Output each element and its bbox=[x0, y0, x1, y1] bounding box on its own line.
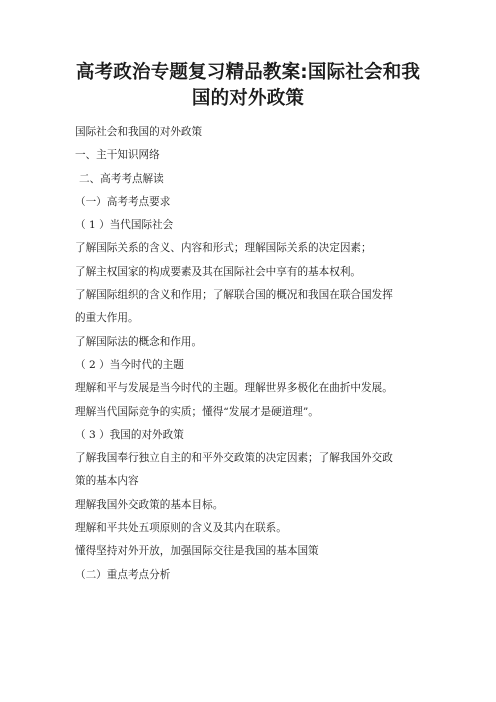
item-heading: （ 1 ）当代国际社会 bbox=[75, 219, 174, 232]
paragraph-line: 了解国际关系的含义、内容和形式；理解国际关系的决定因素； bbox=[75, 242, 372, 255]
paragraph-line: 理解和平与发展是当今时代的主题。理解世界多极化在曲折中发展。 bbox=[75, 382, 393, 395]
document-body bbox=[75, 121, 435, 587]
subsection-heading: （一）高考考点要求 bbox=[75, 195, 171, 208]
paragraph-line: 了解国际组织的含义和作用；了解联合国的概况和我国在联合国发挥 bbox=[75, 289, 393, 302]
paragraph-line: 了解我国奉行独立自主的和平外交政策的决定因素；了解我国外交政 bbox=[75, 452, 393, 465]
paragraph-line: 了解国际法的概念和作用。 bbox=[75, 335, 203, 348]
title-line-1: 高考政治专题复习精品教案:国际社会和我 bbox=[75, 62, 421, 83]
section-heading: 一、主干知识网络 bbox=[75, 149, 160, 162]
subsection-heading: （二）重点考点分析 bbox=[75, 568, 171, 581]
item-heading: （ 2 ）当今时代的主题 bbox=[75, 358, 184, 371]
item-heading: （ 3 ）我国的对外政策 bbox=[75, 428, 184, 441]
title-line-2: 国的对外政策 bbox=[191, 88, 305, 109]
subtitle-line: 国际社会和我国的对外政策 bbox=[75, 126, 203, 138]
section-heading: 二、高考考点解读 bbox=[79, 172, 164, 185]
paragraph-line: 策的基本内容 bbox=[75, 475, 139, 488]
paragraph-line: 理解我国外交政策的基本目标。 bbox=[75, 498, 224, 511]
document-title bbox=[60, 60, 436, 112]
paragraph-line: 懂得坚持对外开放，加强国际交往是我国的基本国策 bbox=[75, 545, 319, 558]
paragraph-line: 的重大作用。 bbox=[75, 312, 139, 325]
paragraph-line: 理解和平共处五项原则的含义及其内在联系。 bbox=[75, 522, 287, 535]
paragraph-line: 理解当代国际竞争的实质；懂得“发展才是硬道理”。 bbox=[75, 405, 319, 418]
paragraph-line: 了解主权国家的构成要素及其在国际社会中享有的基本权利。 bbox=[75, 265, 362, 278]
